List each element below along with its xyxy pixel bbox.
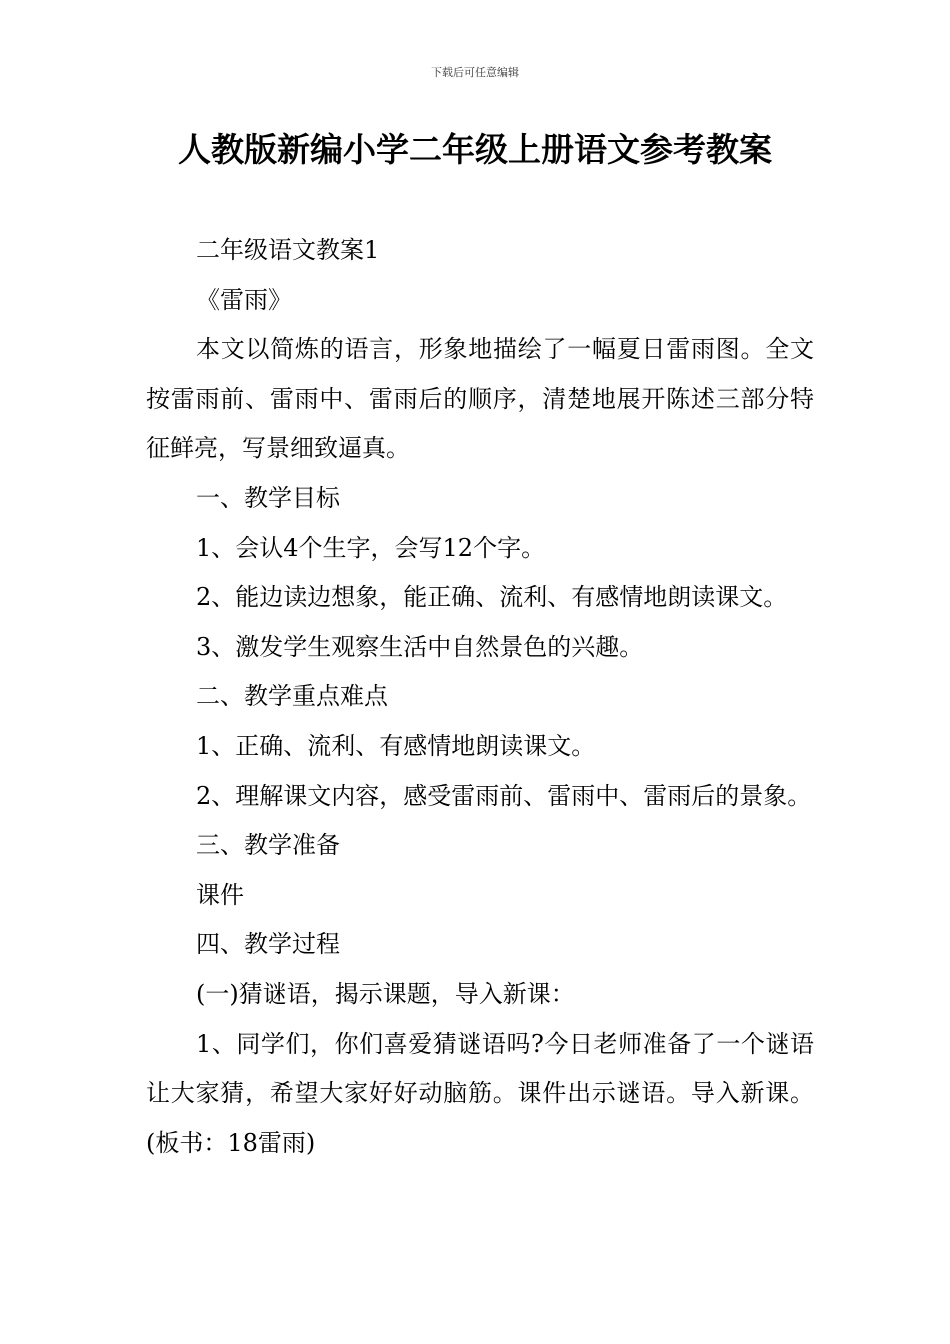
objective-item: 1、会认4个生字，会写12个字。 xyxy=(196,533,546,562)
section-heading-lesson-1: 二年级语文教案1 xyxy=(196,236,380,264)
objective-item: 3、激发学生观察生活中自然景色的兴趣。 xyxy=(196,632,644,661)
document-body xyxy=(146,226,814,1168)
key-point-item: 2、理解课文内容，感受雷雨前、雷雨中、雷雨后的景象。 xyxy=(196,781,812,810)
document-title: 人教版新编小学二年级上册语文参考教案 xyxy=(178,130,772,169)
lesson-title: 《雷雨》 xyxy=(196,285,292,314)
section-heading-key-points: 二、教学重点难点 xyxy=(196,682,388,711)
section-heading-objectives: 一、教学目标 xyxy=(196,483,340,512)
objective-item: 2、能边读边想象，能正确、流利、有感情地朗读课文。 xyxy=(196,583,788,612)
header-note: 下载后可任意编辑 xyxy=(431,66,519,79)
section-heading-process: 四、教学过程 xyxy=(196,930,340,959)
section-heading-preparation: 三、教学准备 xyxy=(196,831,340,860)
process-step-heading: (一)猜谜语，揭示课题，导入新课： xyxy=(196,979,575,1008)
process-step-item: 1、同学们，你们喜爱猜谜语吗?今日老师准备了一个谜语让大家猜，希望大家好好动脑筋。课件出示谜语。导入新课。(板书：18雷雨) xyxy=(146,1029,814,1157)
preparation-item: 课件 xyxy=(196,880,244,909)
key-point-item: 1、正确、流利、有感情地朗读课文。 xyxy=(196,731,596,760)
intro-paragraph: 本文以简炼的语言，形象地描绘了一幅夏日雷雨图。全文按雷雨前、雷雨中、雷雨后的顺序，清楚地展开陈述三部分特征鲜亮，写景细致逼真。 xyxy=(146,335,814,463)
